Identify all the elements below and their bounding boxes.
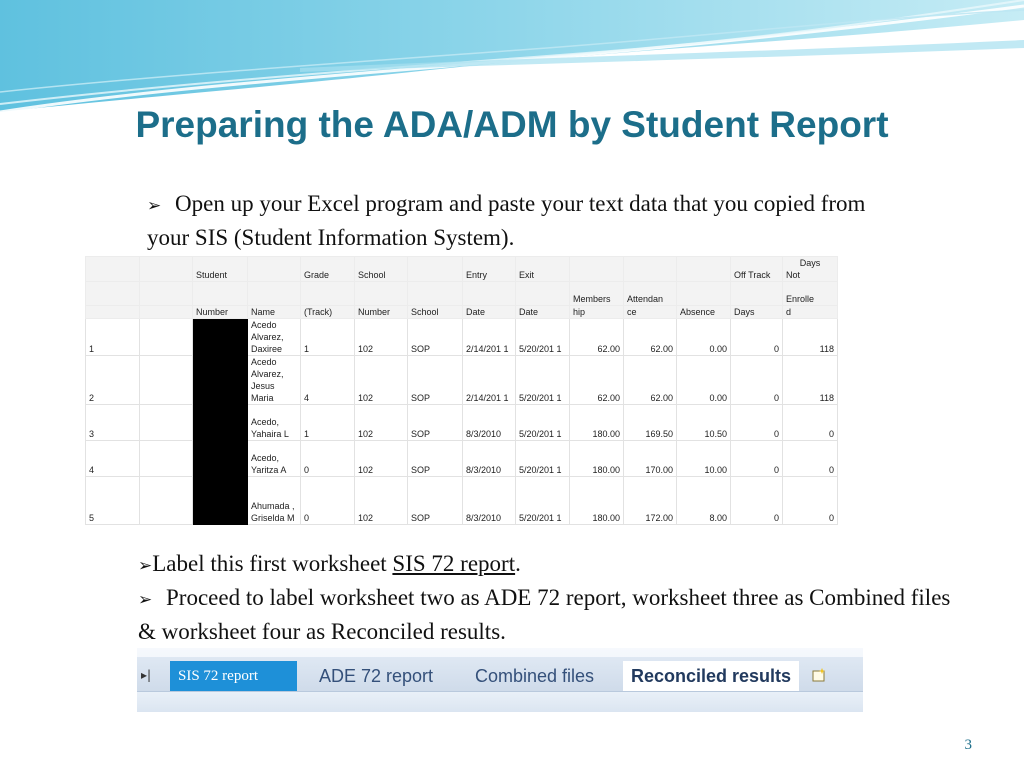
header-enrolled-top: Enrolle	[783, 282, 838, 306]
header-d: d	[783, 306, 838, 319]
header-name: Name	[248, 306, 301, 319]
bullet-text: Open up your Excel program and paste your text data that you copied from your SIS (Student Information System).	[147, 191, 866, 250]
arrow-bullet-icon: ➢	[147, 196, 162, 216]
page-number: 3	[964, 737, 972, 753]
arrow-bullet-icon: ➢	[138, 556, 153, 576]
sis-72-report-link[interactable]: SIS 72 report	[392, 551, 516, 576]
bullet-label-first-worksheet: ➢Label this first worksheet SIS 72 report.	[138, 548, 958, 582]
redacted-student-number	[193, 477, 248, 525]
header-attendance-top: Attendan	[624, 282, 677, 306]
redacted-student-number	[193, 319, 248, 356]
sheet-tab-bar	[137, 648, 863, 711]
header-membership-top: Members	[570, 282, 624, 306]
header-entry: Entry	[463, 257, 516, 282]
tab-sis-72-report[interactable]: SIS 72 report	[170, 661, 297, 691]
table-row: 4 Acedo, Yaritza A 0 102 SOP 8/3/2010 5/20/201 1 180.00 170.00 10.00 0 0	[86, 441, 838, 477]
header-entry-date: Date	[463, 306, 516, 319]
tab-combined-files[interactable]: Combined files	[475, 666, 595, 686]
header-school: School	[355, 257, 408, 282]
header-grade: Grade	[301, 257, 355, 282]
header-track: (Track)	[301, 306, 355, 319]
redacted-student-number	[193, 356, 248, 405]
header-number: Number	[193, 306, 248, 319]
header-days-not: Days Not	[783, 257, 838, 282]
header-absence: Absence	[677, 306, 731, 319]
header-membership: hip	[570, 306, 624, 319]
table-row: 2 Acedo Alvarez, Jesus Maria 4 102 SOP 2/14/201 1 5/20/201 1 62.00 62.00 0.00 0 118	[86, 356, 838, 405]
header-attendance: ce	[624, 306, 677, 319]
header-school-code: School	[408, 306, 463, 319]
insert-worksheet-icon[interactable]	[811, 668, 827, 682]
tab-reconciled-results[interactable]: Reconciled results	[623, 661, 799, 691]
spreadsheet-excerpt	[85, 256, 838, 525]
header-school-number: Number	[355, 306, 408, 319]
page-title: Preparing the ADA/ADM by Student Report	[135, 104, 889, 145]
header-exit: Exit	[516, 257, 570, 282]
redacted-student-number	[193, 441, 248, 477]
table-row: 5 Ahumada , Griselda M 0 102 SOP 8/3/2010 5/20/201 1 180.00 172.00 8.00 0 0	[86, 477, 838, 525]
sheet-nav-last-icon[interactable]: ▸|	[141, 668, 152, 682]
header-exit-date: Date	[516, 306, 570, 319]
tab-ade-72-report[interactable]: ADE 72 report	[319, 666, 434, 686]
bullet-list-labels	[138, 548, 958, 647]
table-row: 1 Acedo Alvarez, Daxiree 1 102 SOP 2/14/201 1 5/20/201 1 62.00 62.00 0.00 0 118	[86, 319, 838, 356]
header-off-track: Off Track	[731, 257, 783, 282]
bullet-label-other-worksheets: ➢ Proceed to label worksheet two as ADE 72 report, worksheet three as Combined files & worksheet four as Reconciled results.	[138, 585, 951, 644]
arrow-bullet-icon: ➢	[138, 590, 153, 610]
redacted-student-number	[193, 405, 248, 441]
header-days: Days	[731, 306, 783, 319]
bullet-open-excel	[147, 188, 907, 253]
header-student: Student	[193, 257, 248, 282]
table-row: 3 Acedo, Yahaira L 1 102 SOP 8/3/2010 5/20/201 1 180.00 169.50 10.50 0 0	[86, 405, 838, 441]
